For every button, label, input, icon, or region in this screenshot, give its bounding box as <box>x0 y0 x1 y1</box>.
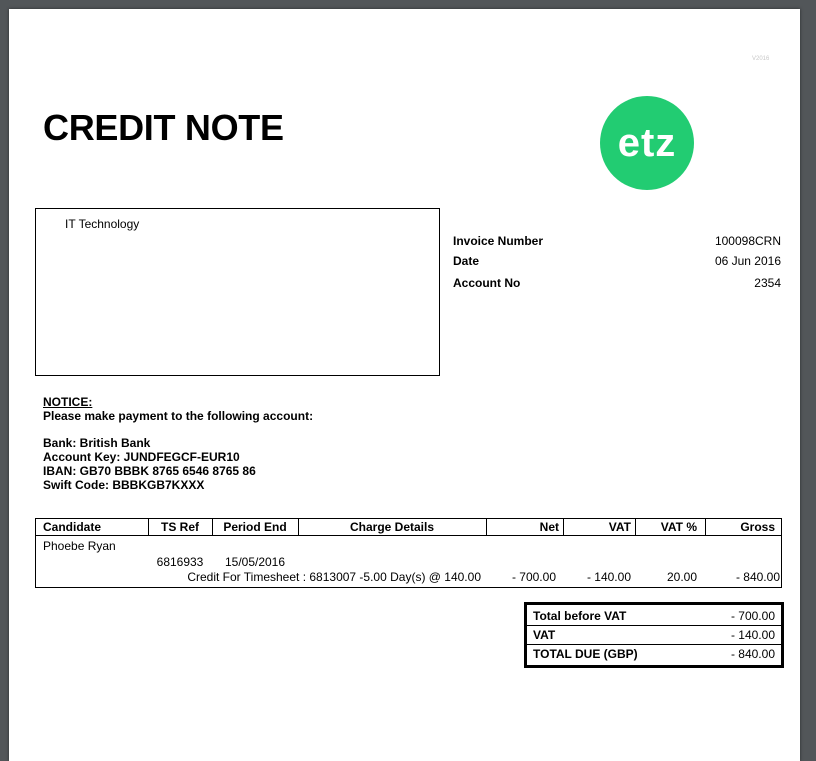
version-label: V2016 <box>752 56 770 62</box>
logo-text: etz <box>617 120 677 165</box>
header-vat: VAT <box>608 520 631 534</box>
header-ts-ref: TS Ref <box>160 520 199 534</box>
total-before-vat-label: Total before VAT <box>533 609 627 623</box>
totals-divider <box>527 625 781 626</box>
header-candidate: Candidate <box>43 520 102 534</box>
account-no-value: 2354 <box>754 276 781 290</box>
notice-instruction: Please make payment to the following account: <box>43 409 314 423</box>
charge-details-value: Credit For Timesheet : 6813007 -5.00 Day(s) @ 140.00 <box>187 570 481 584</box>
header-net: Net <box>539 520 559 534</box>
document-title: CREDIT NOTE <box>43 107 284 148</box>
account-no-label: Account No <box>453 276 521 290</box>
invoice-number-value: 100098CRN <box>714 234 781 248</box>
totals-box <box>524 602 784 668</box>
total-due-value: - 840.00 <box>730 647 775 661</box>
iban: IBAN: GB70 BBBK 8765 6546 8765 86 <box>43 464 256 478</box>
bank-name: Bank: British Bank <box>43 436 151 450</box>
header-vat-percent: VAT % <box>660 520 697 534</box>
candidate-name: Phoebe Ryan <box>43 539 116 553</box>
invoice-number-label: Invoice Number <box>453 234 544 248</box>
company-logo <box>600 96 694 190</box>
account-key: Account Key: JUNDFEGCF-EUR10 <box>43 450 240 464</box>
recipient-company: IT Technology <box>65 217 140 231</box>
gross-value: - 840.00 <box>735 570 780 584</box>
vat-value: - 140.00 <box>586 570 631 584</box>
period-end-value: 15/05/2016 <box>224 555 286 569</box>
swift-code: Swift Code: BBBKGB7KXXX <box>43 478 205 492</box>
header-gross: Gross <box>740 520 775 534</box>
date-value: 06 Jun 2016 <box>714 254 781 268</box>
table-header <box>36 519 781 536</box>
total-due-label: TOTAL DUE (GBP) <box>533 647 638 661</box>
vat-total-value: - 140.00 <box>730 628 775 642</box>
net-value: - 700.00 <box>511 570 556 584</box>
date-label: Date <box>453 254 480 268</box>
line-items-table <box>35 518 782 588</box>
vat-total-label: VAT <box>533 628 556 642</box>
vat-percent-value: 20.00 <box>666 570 697 584</box>
address-box <box>35 208 440 376</box>
notice-title: NOTICE: <box>43 395 93 409</box>
total-before-vat-value: - 700.00 <box>730 609 775 623</box>
header-charge-details: Charge Details <box>349 520 435 534</box>
totals-divider <box>527 644 781 645</box>
ts-ref-value: 6816933 <box>156 555 204 569</box>
credit-note-page <box>9 9 800 761</box>
header-period-end: Period End <box>223 520 287 534</box>
